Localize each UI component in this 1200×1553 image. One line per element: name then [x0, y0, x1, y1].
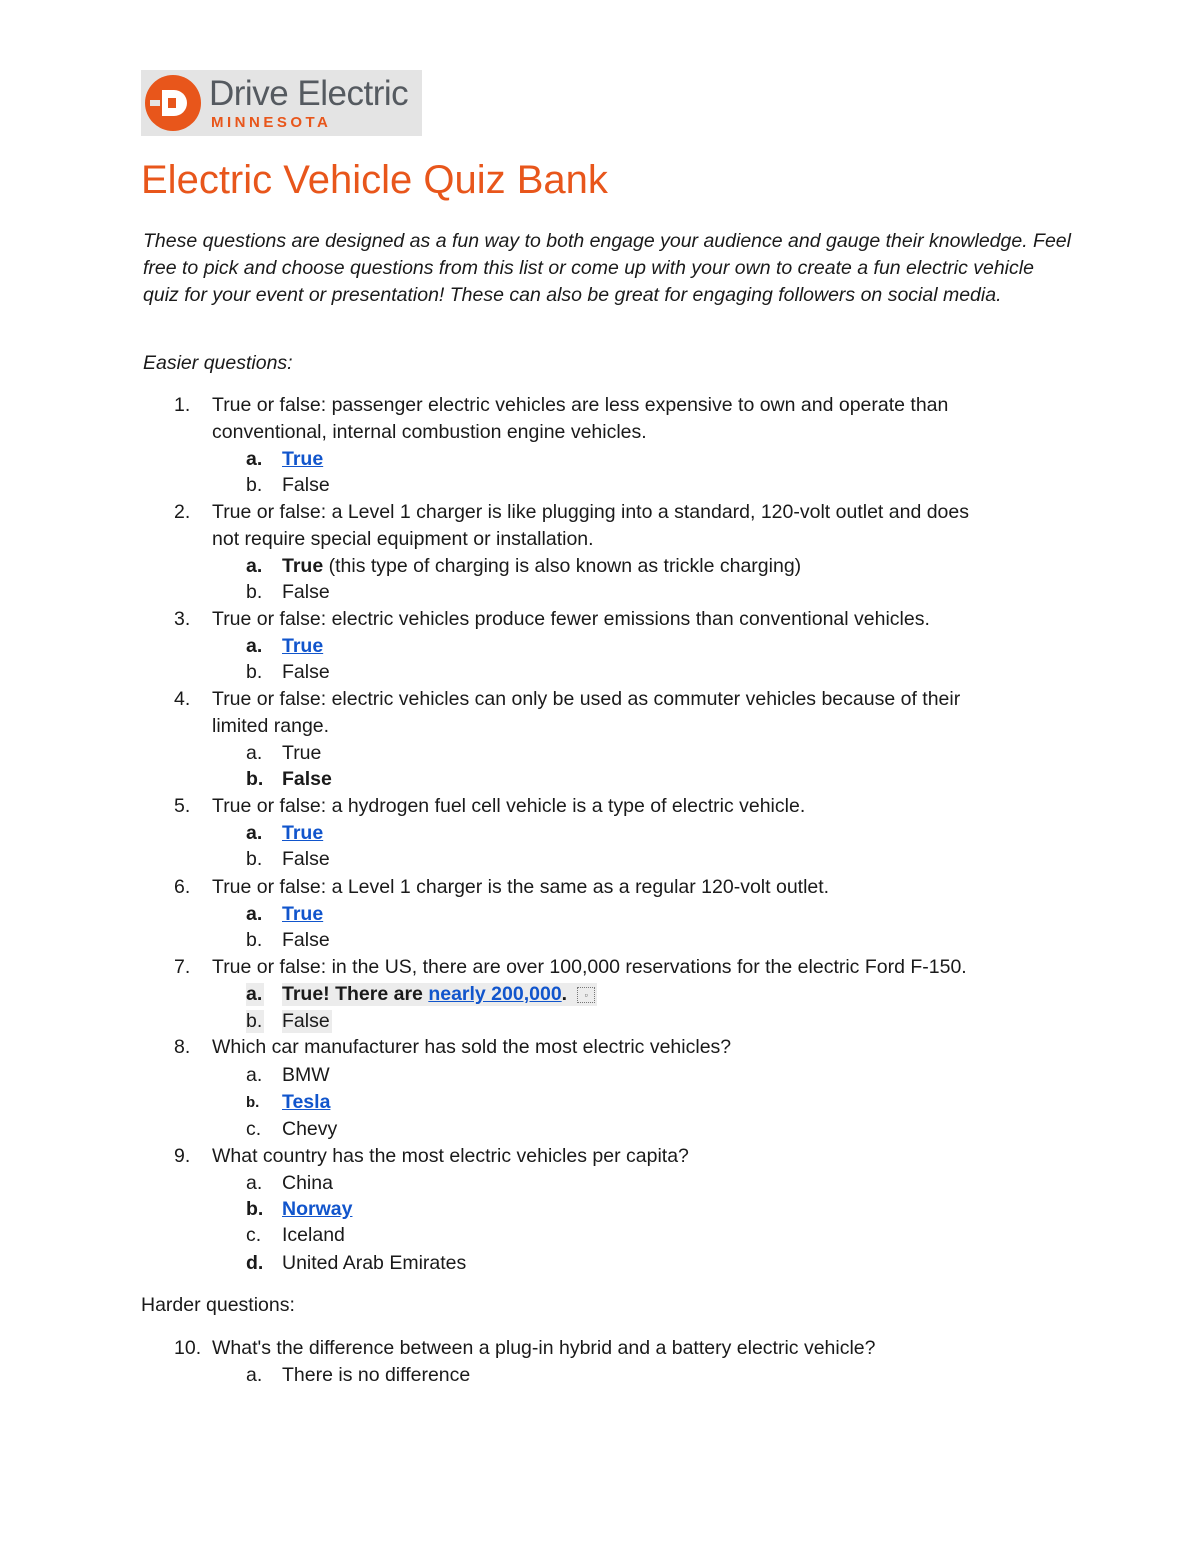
question-text: True or false: electric vehicles produce fewer emissions than conventional vehicles. — [212, 608, 930, 630]
question-number: 3. — [174, 608, 191, 630]
answer-text: United Arab Emirates — [282, 1252, 467, 1274]
answer-label: a. — [246, 448, 263, 470]
question-text: What's the difference between a plug-in hybrid and a battery electric vehicle? — [212, 1337, 876, 1359]
easier-questions-label: Easier questions: — [143, 352, 293, 374]
answer-label: a. — [246, 555, 263, 577]
answer-label: b. — [246, 848, 263, 870]
answer-text: False — [282, 474, 330, 496]
answer-link-true[interactable]: True — [282, 822, 324, 844]
question-text: What country has the most electric vehicles per capita? — [212, 1145, 689, 1167]
question-number: 1. — [174, 394, 191, 416]
answer-label: a. — [246, 742, 263, 764]
answer-text: Iceland — [282, 1224, 345, 1246]
question-text: True or false: a Level 1 charger is like plugging into a standard, 120-volt outlet and does — [212, 501, 969, 523]
answer-period: . — [561, 983, 568, 1005]
answer-text — [282, 555, 801, 578]
answer-label: b. — [246, 1198, 264, 1220]
question-text: True or false: a Level 1 charger is the same as a regular 120-volt outlet. — [212, 876, 830, 898]
question-text: True or false: in the US, there are over 100,000 reservations for the electric Ford F-150. — [212, 956, 967, 978]
comment-marker-icon[interactable]: ▫ — [577, 987, 595, 1003]
answer-link-norway[interactable]: Norway — [282, 1198, 353, 1220]
answer-text: BMW — [282, 1064, 330, 1086]
answer-link-true[interactable]: True — [282, 635, 324, 657]
answer-label: b. — [246, 581, 263, 603]
answer-text: China — [282, 1172, 333, 1194]
question-text: True or false: electric vehicles can only be used as commuter vehicles because of their — [212, 688, 961, 710]
answer-label: c. — [246, 1224, 262, 1246]
answer-correct: True — [282, 555, 324, 577]
question-number: 7. — [174, 956, 191, 978]
answer-link-tesla[interactable]: Tesla — [282, 1091, 331, 1113]
question-number: 5. — [174, 795, 191, 817]
answer-label: a. — [246, 903, 263, 925]
logo-sub-text: MINNESOTA — [211, 114, 332, 131]
page-title: Electric Vehicle Quiz Bank — [141, 158, 608, 202]
answer-label: d. — [246, 1252, 264, 1274]
question-text: not require special equipment or installation. — [212, 528, 594, 550]
answer-label: b. — [246, 661, 263, 683]
answer-label: a. — [246, 822, 263, 844]
answer-label: a. — [246, 1064, 263, 1086]
answer-text: Chevy — [282, 1118, 338, 1140]
answer-link-true[interactable]: True — [282, 448, 324, 470]
answer-label: b. — [246, 1094, 260, 1111]
question-number: 4. — [174, 688, 191, 710]
question-text: True or false: a hydrogen fuel cell vehicle is a type of electric vehicle. — [212, 795, 806, 817]
question-text: True or false: passenger electric vehicles are less expensive to own and operate than — [212, 394, 949, 416]
answer-label: a. — [246, 1364, 263, 1386]
nearly-200000-link[interactable]: nearly 200,000 — [428, 983, 562, 1005]
harder-questions-label: Harder questions: — [141, 1294, 295, 1316]
answer-text: True — [282, 742, 322, 764]
answer-text — [282, 983, 597, 1006]
question-text: Which car manufacturer has sold the most electric vehicles? — [212, 1036, 732, 1058]
question-text: conventional, internal combustion engine vehicles. — [212, 421, 647, 443]
answer-correct: False — [282, 768, 332, 790]
answer-label: b. — [246, 474, 263, 496]
question-number: 6. — [174, 876, 191, 898]
answer-label: b. — [246, 929, 263, 951]
question-number: 2. — [174, 501, 191, 523]
answer-label: b. — [246, 768, 264, 790]
question-number: 9. — [174, 1145, 191, 1167]
answer-label: a. — [246, 983, 263, 1005]
answer-note: (this type of charging is also known as trickle charging) — [323, 555, 802, 577]
answer-text: False — [282, 581, 330, 603]
logo-brand-text: Drive Electric — [209, 74, 409, 113]
answer-link-true[interactable]: True — [282, 903, 324, 925]
answer-correct: True! There are — [282, 983, 429, 1005]
answer-text: There is no difference — [282, 1364, 471, 1386]
answer-text: False — [282, 661, 330, 683]
answer-text: False — [282, 848, 330, 870]
answer-label: b. — [246, 1010, 263, 1032]
question-number: 8. — [174, 1036, 191, 1058]
question-text: limited range. — [212, 715, 330, 737]
answer-label: c. — [246, 1118, 262, 1140]
intro-paragraph: These questions are designed as a fun way to both engage your audience and gauge their knowledge. Feel free to pick and choose questions from this list or come up with your own to create a fun electric vehicle quiz for your event or presentation! These can also be great for engaging followers on social media. — [143, 230, 1071, 306]
question-number: 10. — [174, 1337, 202, 1359]
answer-label: a. — [246, 1172, 263, 1194]
answer-label: a. — [246, 635, 263, 657]
answer-text: False — [282, 929, 330, 951]
answer-text: False — [282, 1010, 330, 1032]
